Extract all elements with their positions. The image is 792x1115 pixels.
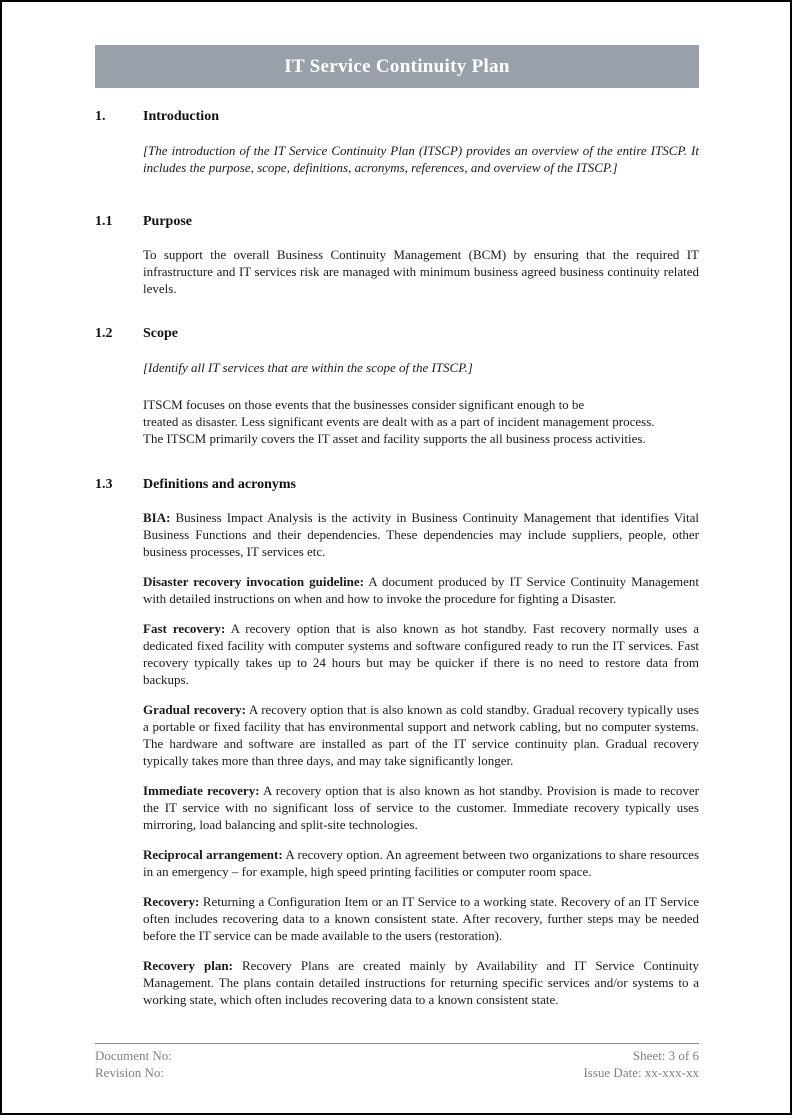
definition-text: A document produced by IT Service Continuity Management with detailed instructions on when and how to invoke the procedure for fighting a Disaster. xyxy=(143,574,699,606)
revision-no-label: Revision No: xyxy=(95,1065,164,1080)
definition-text: A recovery option that is also known as hot standby. Provision is made to recover the IT service with no significant loss of service to the customer. Immediate recovery typically uses mirroring, load balancing and split-site technologies. xyxy=(143,783,700,832)
section-title: Scope xyxy=(143,326,178,341)
scope-paragraph: ITSCM focuses on those events that the businesses consider significant enough to be treated as disaster. Less significant events are dealt with as a part of incident management process. The ITSCM primarily covers the IT asset and facility supports the all business process activities. xyxy=(143,397,655,446)
definition-term: Immediate recovery: xyxy=(143,783,260,798)
section-number: 1. xyxy=(95,109,106,124)
sheet-number: Sheet: 3 of 6 xyxy=(632,1048,699,1063)
definition-fast-recovery xyxy=(143,620,699,688)
definition-disaster-recovery-invocation-guideline xyxy=(143,573,699,607)
definition-term: Gradual recovery: xyxy=(143,702,247,717)
section-number: 1.1 xyxy=(95,214,113,229)
definition-recovery xyxy=(143,893,699,944)
section-number: 1.3 xyxy=(95,477,113,492)
definition-bia xyxy=(143,509,699,560)
section-scope-heading xyxy=(95,325,699,343)
purpose-paragraph: To support the overall Business Continuity Management (BCM) by ensuring that the required IT infrastructure and IT services risk are managed with minimum business agreed business continuity related levels. xyxy=(143,247,699,296)
definition-text: Returning a Configuration Item or an IT Service to a working state. Recovery of an IT Service often includes recovering data to a known consistent state. After recovery, further steps may be needed before the IT service can be made available to the users (restoration). xyxy=(143,894,699,943)
section-number: 1.2 xyxy=(95,326,113,341)
section-introduction-heading xyxy=(95,108,699,126)
document-no-label: Document No: xyxy=(95,1048,172,1063)
title-banner xyxy=(95,45,699,88)
footer-row-2 xyxy=(95,1064,699,1081)
section-title: Definitions and acronyms xyxy=(143,477,296,492)
definition-term: Disaster recovery invocation guideline: xyxy=(143,574,365,589)
definition-immediate-recovery xyxy=(143,782,699,833)
issue-date: Issue Date: xx-xxx-xx xyxy=(583,1065,699,1080)
introduction-note: [The introduction of the IT Service Continuity Plan (ITSCP) provides an overview of the entire ITSCP. It includes the purpose, scope, definitions, acronyms, references, and overview of the ITSCP.] xyxy=(143,143,699,175)
scope-note: [Identify all IT services that are within the scope of the ITSCP.] xyxy=(143,360,473,375)
definition-text: Business Impact Analysis is the activity in Business Continuity Management that identifies Vital Business Functions and their dependencies. These dependencies may include suppliers, people, other business processes, IT services etc. xyxy=(143,510,699,559)
section-purpose xyxy=(95,213,699,297)
definition-reciprocal-arrangement xyxy=(143,846,699,880)
definition-text: A recovery option that is also known as cold standby. Gradual recovery typically uses a portable or fixed facility that has environmental support and network cabling, but no computer systems. The hardware and software are installed as part of the IT service continuity plan. Gradual recovery typically takes more than three days, and may take significantly longer. xyxy=(143,702,699,768)
definition-term: BIA: xyxy=(143,510,171,525)
definition-text: A recovery option that is also known as hot standby. Fast recovery normally uses a dedicated fixed facility with computer systems and software configured ready to run the IT services. Fast recovery typically takes up to 24 hours but may be quicker if there is no need to restore data from backups. xyxy=(143,621,699,687)
definition-term: Recovery plan: xyxy=(143,958,233,973)
document-body xyxy=(95,108,699,1008)
definition-term: Recovery: xyxy=(143,894,200,909)
section-purpose-heading xyxy=(95,213,699,231)
document-title: IT Service Continuity Plan xyxy=(284,55,510,77)
definition-term: Fast recovery: xyxy=(143,621,226,636)
definition-recovery-plan xyxy=(143,957,699,1008)
section-definitions xyxy=(95,476,699,1008)
section-title: Purpose xyxy=(143,214,192,229)
definition-text: Recovery Plans are created mainly by Availability and IT Service Continuity Management. The plans contain detailed instructions for returning specific services and/or systems to a working state, which often includes recovering data to a known consistent state. xyxy=(143,958,699,1007)
definition-text: A recovery option. An agreement between two organizations to share resources in an emergency – for example, high speed printing facilities or computer room space. xyxy=(143,847,700,879)
section-scope xyxy=(95,325,699,447)
footer-row-1 xyxy=(95,1047,699,1064)
definition-term: Reciprocal arrangement: xyxy=(143,847,283,862)
section-definitions-heading xyxy=(95,476,699,494)
page-footer xyxy=(95,1043,699,1081)
section-introduction xyxy=(95,108,699,176)
section-title: Introduction xyxy=(143,109,219,124)
definition-gradual-recovery xyxy=(143,701,699,769)
